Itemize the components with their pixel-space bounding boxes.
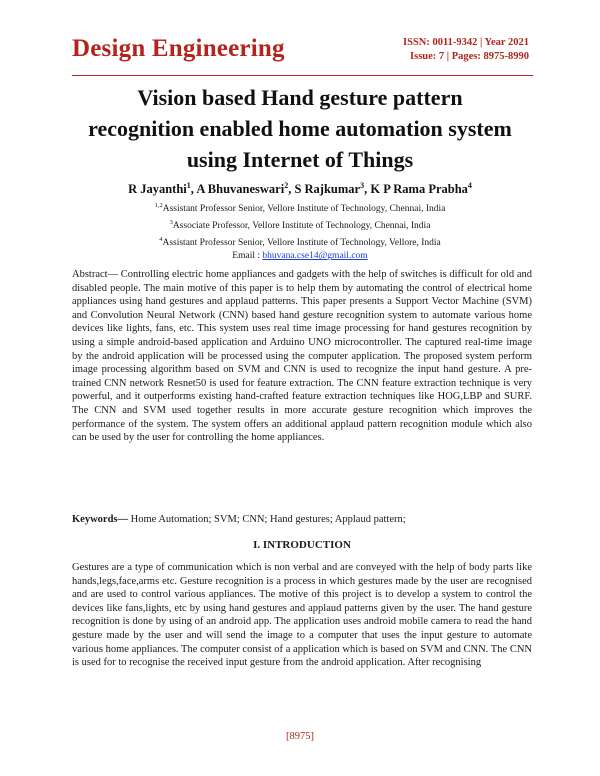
affiliation-sup: 1,2 — [154, 202, 163, 209]
author-sup: 1 — [186, 181, 191, 190]
paper-title — [60, 82, 540, 175]
affiliation — [60, 216, 540, 233]
affiliation-text: Assistant Professor Senior, Vellore Institute of Technology, Vellore, India — [162, 238, 441, 249]
author-sep: , — [364, 182, 371, 197]
keywords-label: Keywords— — [72, 514, 128, 525]
author-sup: 3 — [360, 181, 365, 190]
author-name: A Bhuvaneswari — [196, 182, 285, 197]
introduction-text: Gestures are a type of communication which is non verbal and are conveyed with the help of body parts like hands,legs,face,arms etc. Gesture recognition is a process in which gestures made by the user are recognised and are used to control various appliances. The motive of this project is to develop a system to control the devices like fans,lights, etc by using hand gestures and applaud patterns given by the user. The hand gesture recognition is done by using of an android app. The application uses android mobile camera to read the hand gesture made by the user and will send the image to a computer that uses the input gesture to automate various home appliances. The computer consist of a application which is based on SVM and CNN. The CNN is used for to recognise the received input gesture from the android application. After recognising — [72, 562, 532, 669]
email-label: Email : — [232, 251, 263, 262]
affiliation — [60, 233, 540, 250]
abstract-text: Abstract— Controlling electric home appliances and gadgets with the help of switches is difficult for old and disabled people. The main motive of this paper is to help them by automating the control of electrical home appliances using hand gestures and applaud patterns. This paper presents a Support Vector Machine (SVM) and Convolution Neural Network (CNN) based hand gesture recognition system to automate various home devices like lights, fans, etc. This system uses real time image processing for hand gestures recognition by using a simple android-based application and Arduino UNO microcontroller. The captured real-time image by the android application will be processed using the computer application. The proposed system perform image processing algorithm based on SVM and CNN is used to recognize the input hand gesture. A pre-trained CNN network Resnet50 is used for feature extraction. The CNN feature extraction technique is very powerful, and it outperforms existing hand-crafted feature extraction techniques like HOG,LBP and SURF. The CNN and SVM used together results in more accurate gesture recognition which improves the performance of the system. The system offers an additional applaud pattern recognition module which also can be used by the user for controlling the home appliances. — [72, 269, 532, 444]
author-sup: 4 — [467, 181, 472, 190]
keywords — [72, 514, 532, 525]
author-sep: , — [190, 182, 197, 197]
keywords-text: Home Automation; SVM; CNN; Hand gestures; Applaud pattern; — [128, 514, 406, 525]
issn-line: ISSN: 0011-9342 | Year 2021 — [403, 37, 529, 48]
author-name: S Rajkumar — [294, 182, 361, 197]
journal-name: Design Engineering — [72, 35, 285, 62]
email-line — [60, 250, 540, 263]
affiliation-list — [60, 199, 540, 263]
title-line: recognition enabled home automation system — [88, 116, 512, 141]
affiliation-text: Associate Professor, Vellore Institute of Technology, Chennai, India — [172, 221, 431, 232]
author-name: R Jayanthi — [128, 182, 187, 197]
issn-block — [403, 36, 529, 64]
author-name: K P Rama Prabha — [370, 182, 468, 197]
section-heading: I. INTRODUCTION — [253, 539, 351, 551]
affiliation — [60, 199, 540, 216]
issue-line: Issue: 7 | Pages: 8975-8990 — [410, 51, 529, 62]
affiliation-sup: 3 — [169, 219, 173, 227]
title-line: Vision based Hand gesture pattern — [137, 85, 463, 110]
header-rule — [72, 75, 533, 76]
title-line: using Internet of Things — [186, 147, 414, 172]
affiliation-text: Assistant Professor Senior, Vellore Institute of Technology, Chennai, India — [162, 204, 446, 215]
author-sep: , — [288, 182, 295, 197]
author-sup: 2 — [284, 181, 289, 190]
author-list — [60, 181, 540, 197]
affiliation-sup: 4 — [159, 236, 163, 244]
email-link[interactable]: bhuvana.cse14@gmail.com — [262, 251, 368, 262]
page-number: [8975] — [286, 731, 314, 742]
